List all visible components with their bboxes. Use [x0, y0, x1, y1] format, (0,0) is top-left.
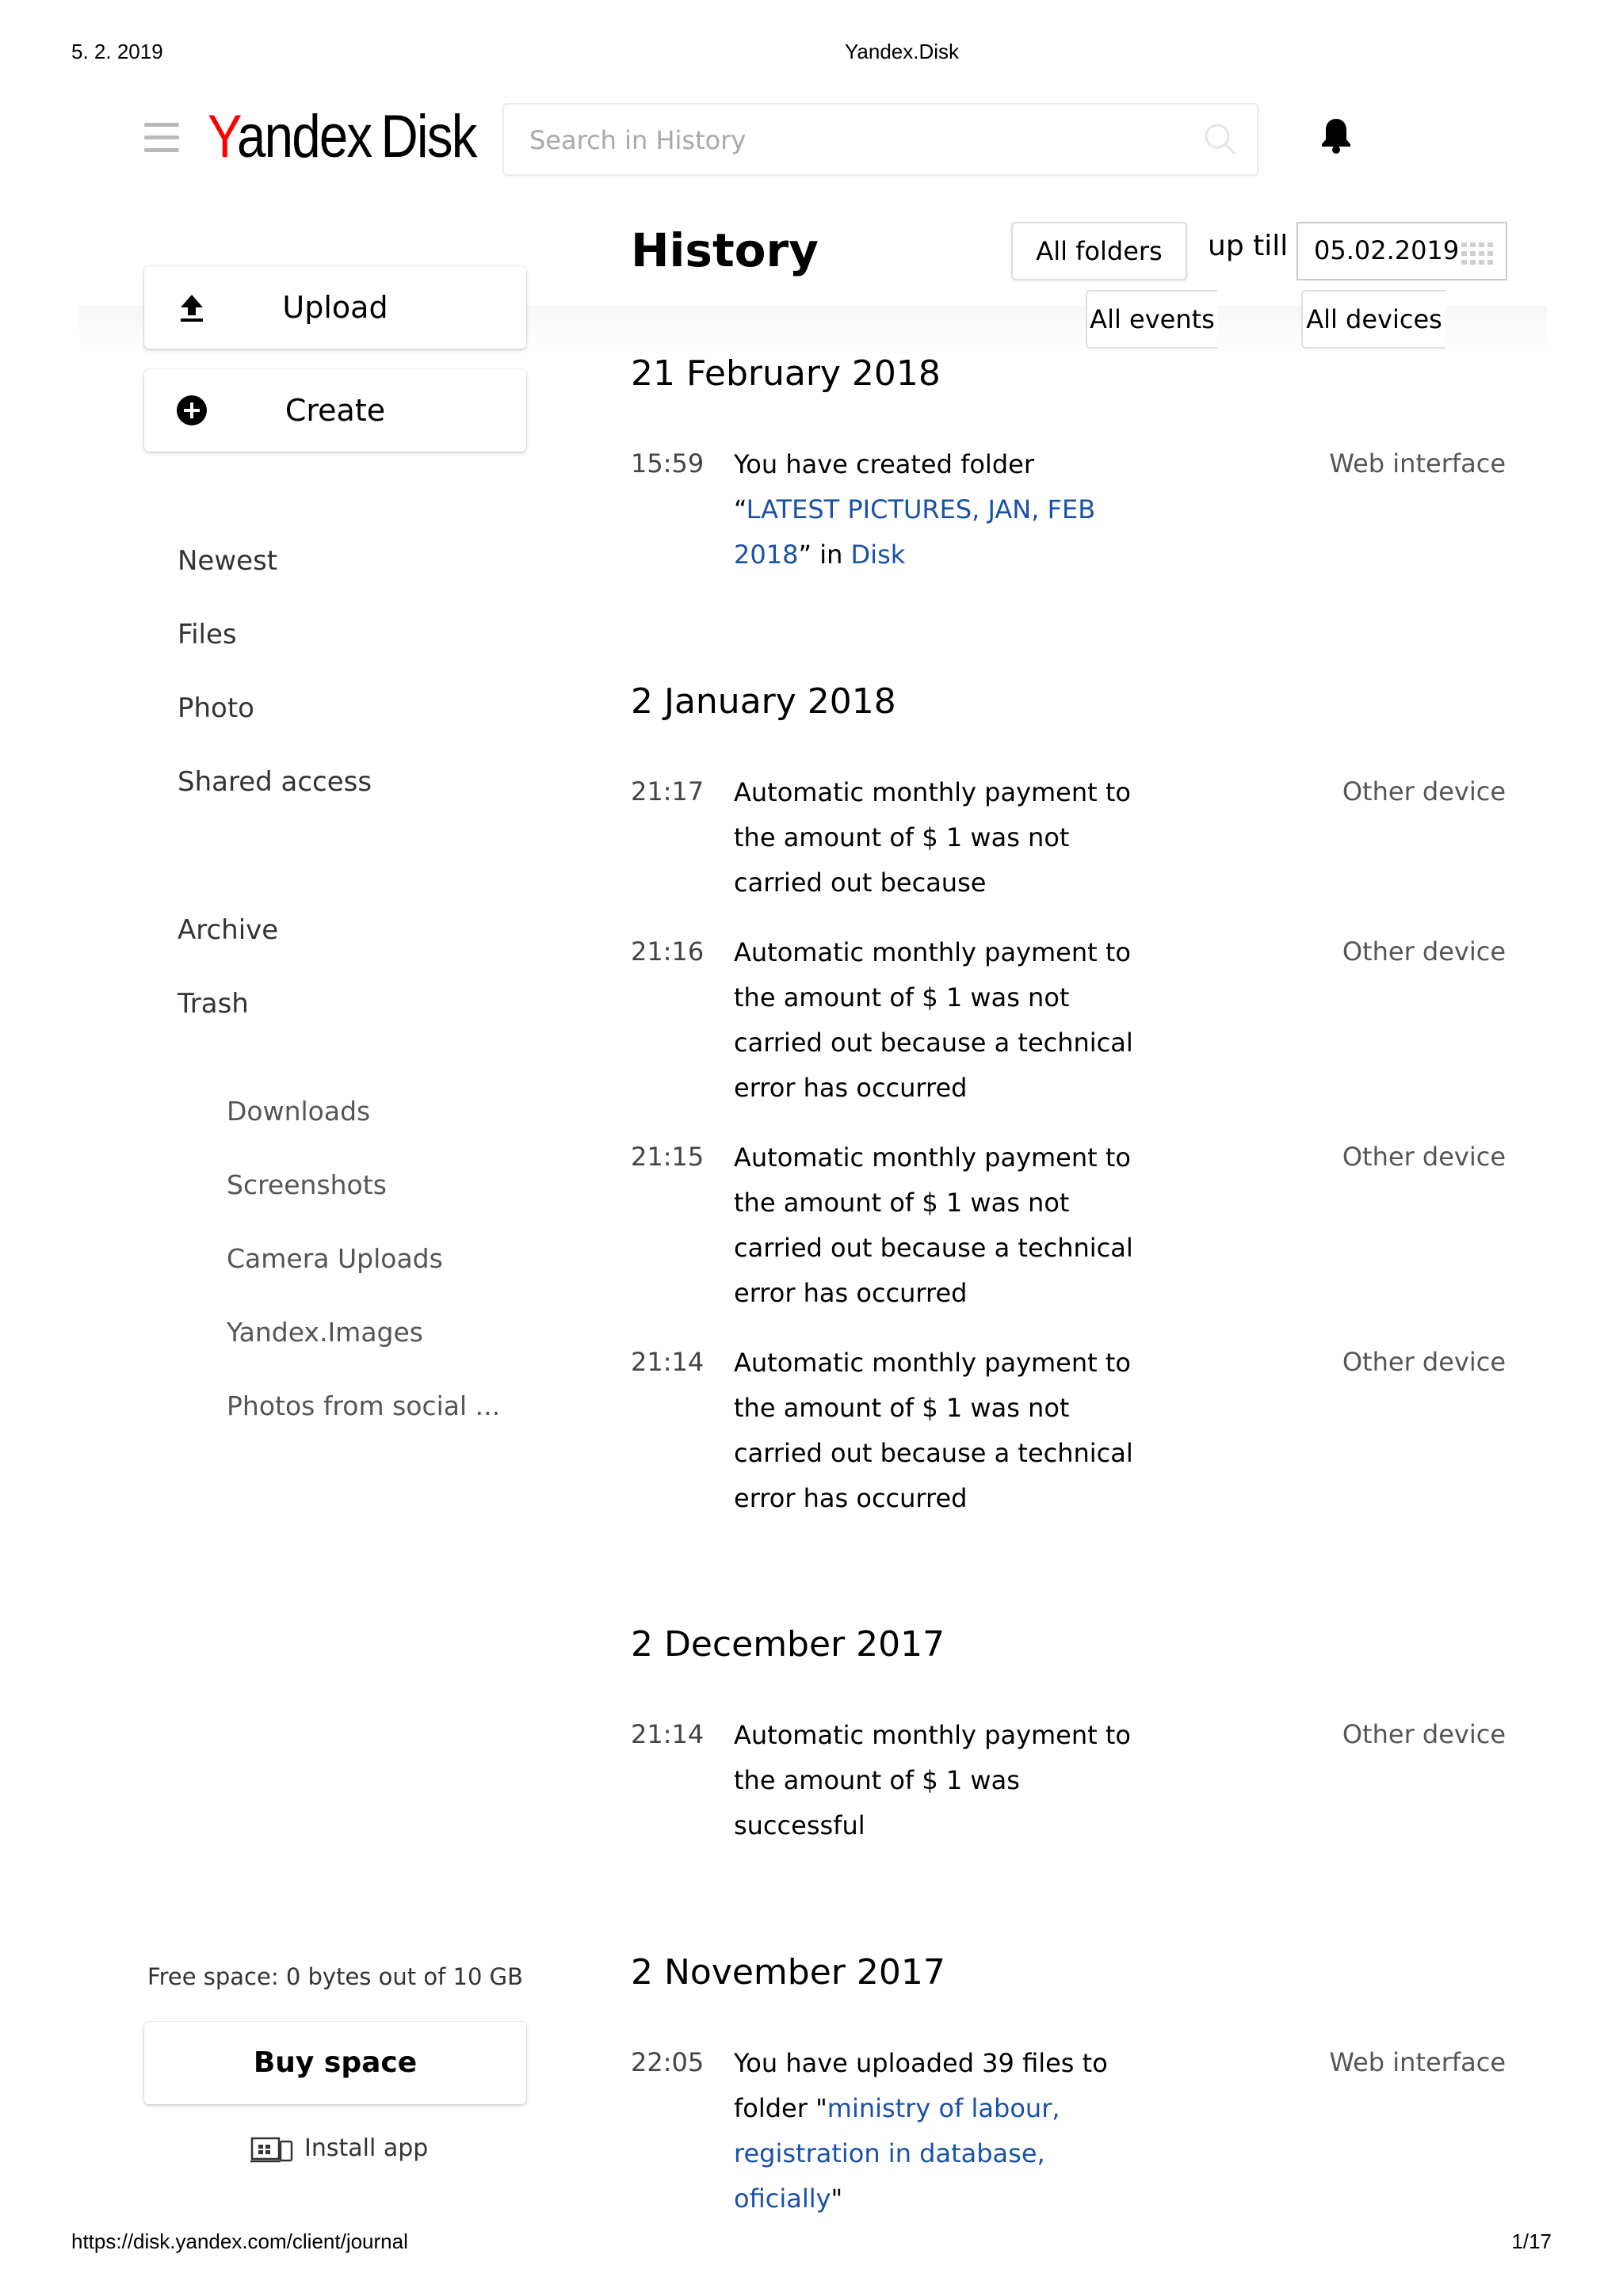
disk-link[interactable]: Disk — [850, 540, 906, 570]
event-source: Other device — [1342, 1347, 1506, 1377]
nav-photo[interactable]: Photo — [178, 692, 254, 724]
event-message: Automatic monthly payment to the amount of $ 1 was not carried out because a technical error has occurred — [734, 1348, 1133, 1513]
event-message: Automatic monthly payment to the amount of $ 1 was not carried out because a technical error has occurred — [734, 937, 1133, 1103]
event-time: 21:15 — [631, 1142, 705, 1172]
folder-yandex-images[interactable]: Yandex.Images — [227, 1317, 423, 1348]
nav-archive[interactable]: Archive — [178, 914, 279, 946]
folder-downloads[interactable]: Downloads — [227, 1096, 371, 1127]
event-source: Web interface — [1329, 448, 1506, 479]
nav-trash[interactable]: Trash — [178, 988, 249, 1020]
search-box — [502, 103, 1258, 176]
buy-space-button[interactable] — [144, 2022, 526, 2104]
event-source: Other device — [1342, 1719, 1506, 1749]
date-heading: 2 November 2017 — [631, 1952, 945, 1993]
up-till-label: up till — [1208, 230, 1289, 262]
event-source: Other device — [1342, 936, 1506, 967]
folder-link[interactable]: ministry of labour, registration in database, oficially — [734, 2093, 1060, 2214]
event-text: You have created folder “ — [734, 449, 1034, 524]
print-url: https://disk.yandex.com/client/journal — [71, 2229, 408, 2253]
logo-y: Y — [208, 103, 238, 170]
folder-camera-uploads[interactable]: Camera Uploads — [227, 1243, 443, 1274]
devices-icon — [250, 2135, 293, 2164]
folders-filter[interactable]: All folders — [1011, 222, 1187, 280]
devices-filter[interactable]: All devices — [1301, 290, 1445, 349]
event-text: " — [831, 2183, 843, 2214]
event-time: 21:16 — [631, 936, 705, 967]
event-time: 21:17 — [631, 776, 705, 807]
event-source: Other device — [1342, 776, 1506, 807]
event-text: ” in — [798, 540, 851, 570]
date-input[interactable] — [1312, 235, 1466, 266]
event-message: Automatic monthly payment to the amount of $ 1 was successful — [734, 1720, 1131, 1840]
calendar-icon[interactable] — [1461, 242, 1493, 265]
event-source: Web interface — [1329, 2047, 1506, 2077]
nav-shared-access[interactable]: Shared access — [178, 766, 372, 798]
folder-photos-social[interactable]: Photos from social ... — [227, 1390, 501, 1421]
date-heading: 2 December 2017 — [631, 1624, 945, 1665]
logo-disk: Disk — [380, 103, 476, 170]
nav-newest[interactable]: Newest — [178, 545, 278, 577]
create-button[interactable] — [144, 369, 526, 452]
print-date: 5. 2. 2019 — [71, 40, 163, 63]
date-picker — [1296, 222, 1507, 280]
buy-space-label: Buy space — [253, 2046, 418, 2079]
event-time: 15:59 — [631, 448, 705, 479]
logo-andex: andex — [237, 103, 372, 170]
menu-icon[interactable] — [144, 123, 179, 158]
event-message: Automatic monthly payment to the amount of $ 1 was not carried out because a technical error has occurred — [734, 1142, 1133, 1308]
search-icon[interactable] — [1203, 122, 1238, 157]
create-label: Create — [285, 393, 386, 428]
print-page-number: 1/17 — [1511, 2229, 1552, 2253]
install-app-label: Install app — [304, 2134, 429, 2162]
event-message — [734, 442, 1146, 578]
free-space-text: Free space: 0 bytes out of 10 GB — [147, 1963, 523, 1990]
print-title: Yandex.Disk — [844, 40, 960, 63]
date-heading: 21 February 2018 — [631, 353, 941, 394]
search-input[interactable] — [528, 122, 1165, 158]
event-time: 22:05 — [631, 2047, 705, 2077]
page-title: History — [631, 223, 819, 277]
event-message: Automatic monthly payment to the amount of $ 1 was not carried out because — [734, 777, 1131, 898]
upload-label: Upload — [282, 290, 388, 325]
event-source: Other device — [1342, 1142, 1506, 1172]
nav-files[interactable]: Files — [178, 619, 237, 650]
install-app-link[interactable] — [250, 2134, 428, 2164]
event-message — [734, 2041, 1146, 2222]
upload-button[interactable] — [144, 266, 526, 349]
yandex-disk-logo[interactable] — [208, 101, 476, 173]
event-text: You have uploaded 39 files to folder " — [734, 2048, 1108, 2123]
events-filter[interactable]: All events — [1086, 290, 1217, 349]
event-time: 21:14 — [631, 1347, 705, 1377]
notifications-bell-icon[interactable] — [1319, 116, 1354, 155]
event-time: 21:14 — [631, 1719, 705, 1749]
date-heading: 2 January 2018 — [631, 681, 896, 722]
folder-link[interactable]: LATEST PICTURES, JAN, FEB 2018 — [734, 494, 1096, 570]
folder-screenshots[interactable]: Screenshots — [227, 1169, 387, 1200]
